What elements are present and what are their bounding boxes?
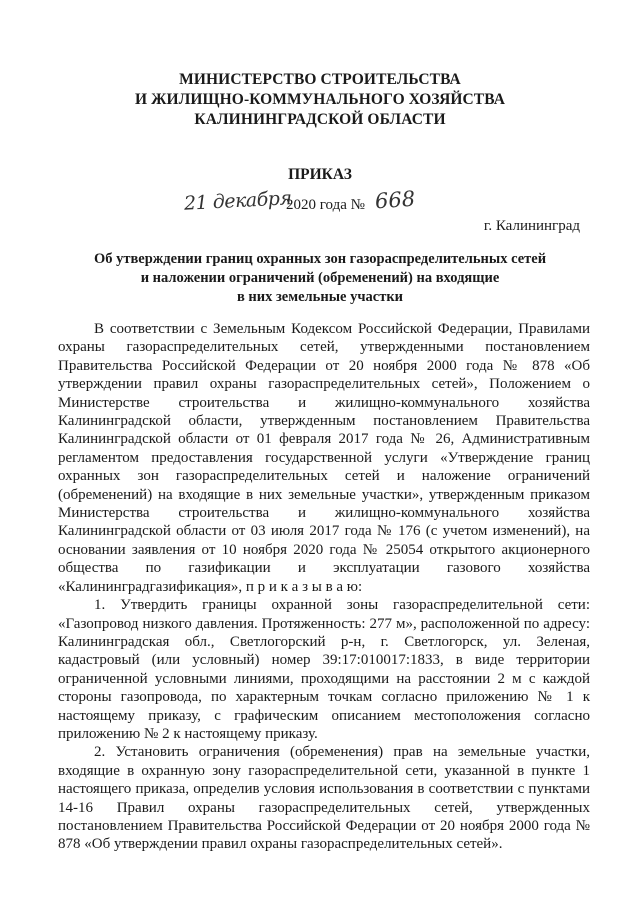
ministry-line-1: МИНИСТЕРСТВО СТРОИТЕЛЬСТВА <box>179 71 461 88</box>
clause-2: 2. Установить ограничения (обременения) прав на земельные участки, входящие в охранную зону газораспределительной сети, указанной в пункте 1 настоящего приказа, определив условия использования в соответствии с пунктами 14-16 Правил охраны газораспределительных сетей, утвержденных постановлением Правительства Российской Федерации от 20 ноября 2000 года № 878 «Об утверждении правил охраны газораспределительных сетей». <box>58 744 590 853</box>
subject-line-3: в них земельные участки <box>236 289 404 305</box>
subject-line-2: и наложении ограничений (обременений) на входящие <box>140 270 500 286</box>
clause-1: 1. Утвердить границы охранной зоны газораспределительной сети: «Газопровод низкого давления. Протяженность: 277 м», расположенной по адресу: Калининградская обл., Светлогорский р-н, г. Светлогорск, ул. Зеленая, кадастровый (или условный) номер 39:17:010017:1833, в виде территории ограниченной условными линиями, проходящими на расстоянии 2 м с каждой стороны газопровода, по характерным точкам согласно приложению № 1 к настоящему приказу, с графическим описанием местоположения согласно приложению № 2 к настоящему приказу. <box>58 597 590 742</box>
document-type: ПРИКАЗ <box>288 166 352 183</box>
order-year: 2020 года № <box>286 197 365 213</box>
handwritten-order-number: 668 <box>374 186 416 214</box>
subject-line-1: Об утверждении границ охранных зон газораспределительных сетей <box>93 251 547 267</box>
intro-paragraph: В соответствии с Земельным Кодексом Российской Федерации, Правилами охраны газораспределительных сетей, утвержденными постановлением Правительства Российской Федерации от 20 ноября 2000 года № 878 «Об утверждении правил охраны газораспределительных сетей», Положением о Министерстве строительства и жилищно-коммунального хозяйства Калининградской области, утвержденным постановлением Правительства Калининградской области от 01 февраля 2017 года № 26, Административным регламентом предоставления государственной услуги «Утверждение границ охранных зон газораспределительных сетей и наложение ограничений (обременений) на входящие в них земельные участки», утвержденным приказом Министерства строительства и жилищно-коммунального хозяйства Калининградской области от 03 июля 2017 года № 176 (с учетом изменений), на основании заявления от 10 ноября 2020 года № 25054 открытого акционерного общества по газификации и эксплуатации газового хозяйства «Калининградгазификация», п р и к а з ы в а ю: <box>58 321 590 595</box>
handwritten-date: 21 декабря <box>183 187 293 215</box>
ministry-line-2: И ЖИЛИЩНО-КОММУНАЛЬНОГО ХОЗЯЙСТВА <box>134 91 506 108</box>
ministry-header <box>0 70 640 130</box>
ministry-line-3: КАЛИНИНГРАДСКОЙ ОБЛАСТИ <box>194 111 446 128</box>
order-body <box>58 320 590 854</box>
order-city: г. Калининград <box>483 218 580 234</box>
order-subject <box>0 250 640 307</box>
